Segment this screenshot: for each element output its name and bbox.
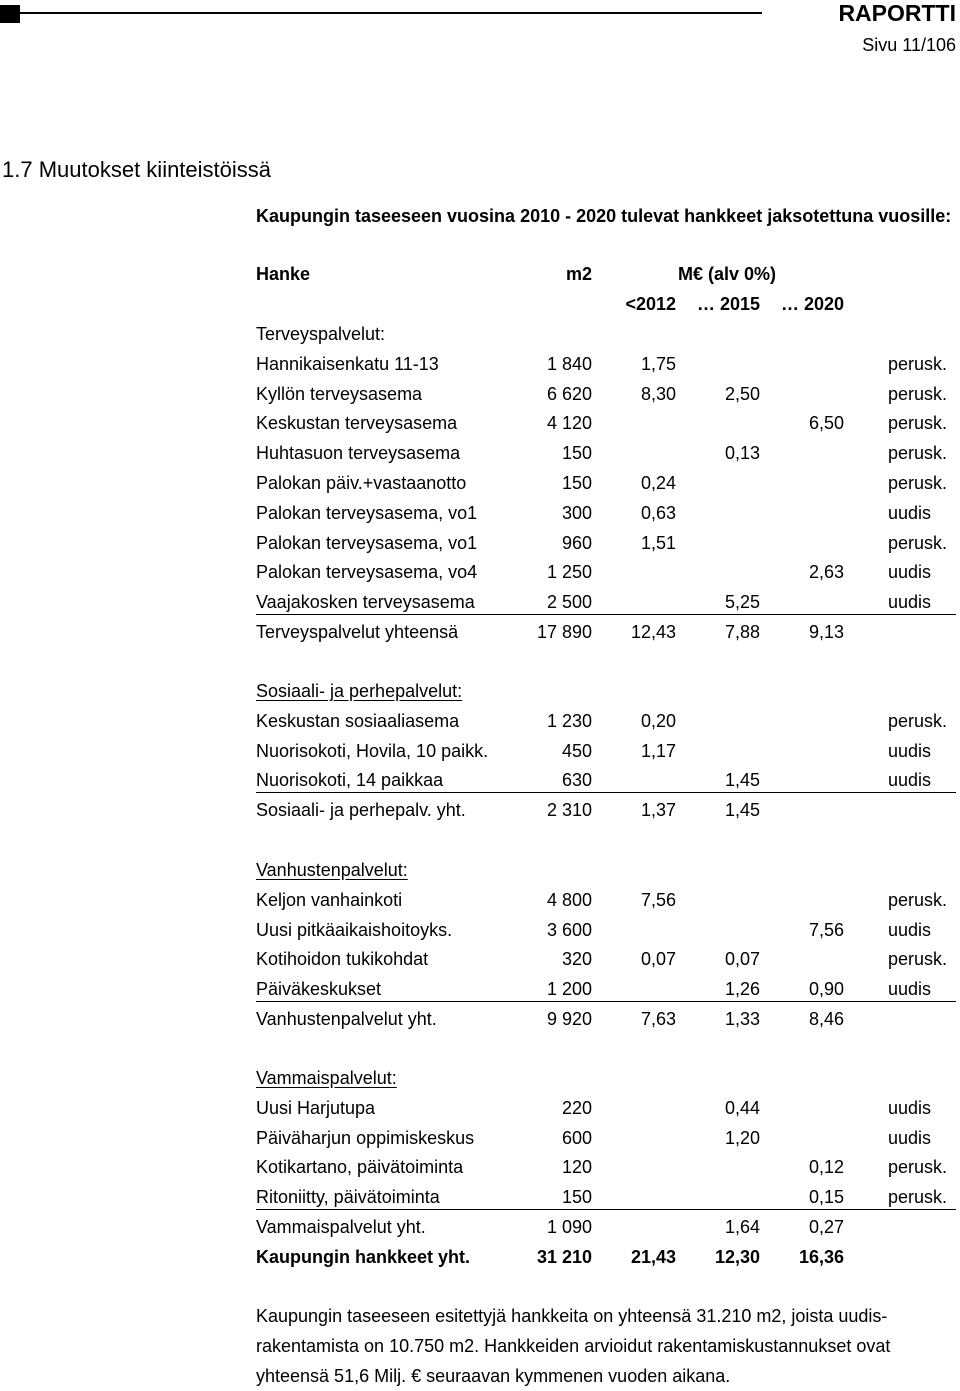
table-row xyxy=(256,885,956,915)
section-total-row xyxy=(256,617,956,647)
cost-before-2012: 0,24 xyxy=(640,473,676,493)
table-row xyxy=(256,765,956,793)
cost-2020: 6,50 xyxy=(808,413,844,434)
project-type: uudis xyxy=(888,502,932,523)
project-name: Uusi Harjutupa xyxy=(256,1097,376,1118)
section-title: Vammaispalvelut: xyxy=(256,1068,397,1088)
section-heading: 1.7 Muutokset kiinteistöissä xyxy=(2,157,272,182)
project-name: Keskustan sosiaaliasema xyxy=(256,710,460,731)
table-row xyxy=(256,438,956,468)
project-type: uudis xyxy=(888,592,932,613)
section-title-row xyxy=(256,676,956,706)
area-m2: 4 800 xyxy=(546,889,592,910)
project-name: Uusi pitkäaikaishoitoyks. xyxy=(256,919,453,940)
section-total-row xyxy=(256,1004,956,1034)
cost-2020: 2,63 xyxy=(808,562,844,583)
cost-before-2012: 1,75 xyxy=(640,353,676,374)
table-row xyxy=(256,557,956,587)
area-m2: 450 xyxy=(561,740,592,761)
grand-total-before-2012: 21,43 xyxy=(630,1246,676,1267)
project-type: uudis xyxy=(888,979,932,1000)
project-type: perusk. xyxy=(888,949,948,970)
section-title: Terveyspalvelut: xyxy=(256,324,386,344)
col-hanke-header: Hanke xyxy=(256,264,311,284)
area-m2: 6 620 xyxy=(546,383,592,404)
table-row xyxy=(256,379,956,409)
total-label: Vanhustenpalvelut yht. xyxy=(256,1009,437,1029)
table-row xyxy=(256,349,956,379)
project-name: Kotikartano, päivätoiminta xyxy=(256,1157,464,1178)
area-m2: 150 xyxy=(561,1187,592,1208)
table-row xyxy=(256,587,956,615)
project-name: Kyllön terveysasema xyxy=(256,383,423,404)
project-type: uudis xyxy=(888,1097,932,1118)
project-type: perusk. xyxy=(888,413,948,434)
project-name: Palokan terveysasema, vo1 xyxy=(256,532,478,553)
section-total-row xyxy=(256,795,956,825)
table-row xyxy=(256,736,956,766)
area-m2: 120 xyxy=(561,1157,592,1178)
table-row xyxy=(256,944,956,974)
summary-paragraph: Kaupungin taseeseen esitettyjä hankkeita on yhteensä 31.210 m2, joista uudis-rakentamista on 10.750 m2. Hankkeiden arvioidut rakentamiskustannukset ovat yhteensä 51,6 Milj. € seuraavan kymmenen vuoden aikana. xyxy=(256,1306,891,1386)
area-m2: 320 xyxy=(561,949,592,970)
grand-total-2015: 12,30 xyxy=(714,1246,760,1267)
table-row xyxy=(256,498,956,528)
cost-before-2012: 0,20 xyxy=(640,710,676,731)
project-type: perusk. xyxy=(888,473,948,493)
project-name: Palokan päiv.+vastaanotto xyxy=(256,473,467,493)
total-before-2012: 1,37 xyxy=(640,800,676,821)
table-row xyxy=(256,706,956,736)
project-type: perusk. xyxy=(888,889,948,910)
col-money-header: M€ (alv 0%) xyxy=(678,264,777,284)
header-rule xyxy=(20,12,762,14)
cost-before-2012: 0,63 xyxy=(640,502,676,523)
table-row xyxy=(256,974,956,1002)
area-m2: 150 xyxy=(561,473,592,493)
project-type: perusk. xyxy=(888,1157,948,1178)
cost-2020: 0,90 xyxy=(808,979,844,1000)
cost-2015: 0,13 xyxy=(724,443,760,464)
project-type: perusk. xyxy=(888,353,948,374)
cost-2015: 1,20 xyxy=(724,1127,760,1148)
project-type: uudis xyxy=(888,740,932,761)
col-m2-header: m2 xyxy=(565,264,592,284)
area-m2: 150 xyxy=(561,443,592,464)
project-name: Palokan terveysasema, vo1 xyxy=(256,502,478,523)
project-type: uudis xyxy=(888,919,932,940)
table-years-row xyxy=(256,289,956,319)
total-m2: 1 090 xyxy=(546,1217,592,1237)
cost-2020: 7,56 xyxy=(808,919,844,940)
table-header-row xyxy=(256,259,956,289)
area-m2: 1 200 xyxy=(546,979,592,1000)
project-name: Hannikaisenkatu 11-13 xyxy=(256,353,439,374)
table-row xyxy=(256,1123,956,1153)
col-year-2020: … 2020 xyxy=(780,294,844,314)
cost-2015: 1,45 xyxy=(724,770,760,791)
area-m2: 1 840 xyxy=(546,353,592,374)
total-before-2012: 7,63 xyxy=(640,1009,676,1029)
grand-total-label: Kaupungin hankkeet yht. xyxy=(256,1246,471,1267)
area-m2: 1 250 xyxy=(546,562,592,583)
project-name: Vaajakosken terveysasema xyxy=(256,592,475,613)
cost-2015: 1,26 xyxy=(724,979,760,1000)
project-name: Huhtasuon terveysasema xyxy=(256,443,461,464)
project-name: Ritoniitty, päivätoiminta xyxy=(256,1187,440,1208)
project-type: uudis xyxy=(888,1127,932,1148)
grand-total-2020: 16,36 xyxy=(798,1246,844,1267)
grand-total-row xyxy=(256,1242,956,1272)
section-title-row xyxy=(256,319,956,349)
cost-before-2012: 1,17 xyxy=(640,740,676,761)
cost-before-2012: 7,56 xyxy=(640,889,676,910)
table-row xyxy=(256,468,956,498)
table-row xyxy=(256,1182,956,1210)
page-number: Sivu 11/106 xyxy=(862,35,956,55)
cost-before-2012: 0,07 xyxy=(640,949,676,970)
project-name: Päiväkeskukset xyxy=(256,979,382,1000)
cost-2015: 5,25 xyxy=(724,592,760,613)
area-m2: 600 xyxy=(561,1127,592,1148)
section-total-row xyxy=(256,1212,956,1242)
area-m2: 960 xyxy=(561,532,592,553)
project-name: Kotihoidon tukikohdat xyxy=(256,949,429,970)
project-name: Päiväharjun oppimiskeskus xyxy=(256,1127,475,1148)
cost-2015: 0,44 xyxy=(724,1097,760,1118)
col-year-2015: … 2015 xyxy=(696,294,760,314)
report-title: RAPORTTI xyxy=(838,0,956,26)
table-row xyxy=(256,1093,956,1123)
total-before-2012: 12,43 xyxy=(630,622,676,642)
total-label: Vammaispalvelut yht. xyxy=(256,1217,426,1237)
cost-before-2012: 1,51 xyxy=(640,532,676,553)
table-row xyxy=(256,1152,956,1182)
cost-2020: 0,12 xyxy=(808,1157,844,1178)
total-label: Terveyspalvelut yhteensä xyxy=(256,622,459,642)
cost-2015: 2,50 xyxy=(724,383,760,404)
table-row xyxy=(256,915,956,945)
total-m2: 2 310 xyxy=(546,800,592,821)
project-type: perusk. xyxy=(888,1187,948,1208)
table-row xyxy=(256,528,956,558)
area-m2: 4 120 xyxy=(546,413,592,434)
total-2015: 1,64 xyxy=(724,1217,760,1237)
total-2020: 0,27 xyxy=(808,1217,844,1237)
project-name: Palokan terveysasema, vo4 xyxy=(256,562,478,583)
cost-2015: 0,07 xyxy=(724,949,760,970)
area-m2: 3 600 xyxy=(546,919,592,940)
project-name: Nuorisokoti, 14 paikkaa xyxy=(256,770,444,791)
area-m2: 220 xyxy=(561,1097,592,1118)
project-type: perusk. xyxy=(888,443,948,464)
project-name: Nuorisokoti, Hovila, 10 paikk. xyxy=(256,740,489,761)
total-2020: 8,46 xyxy=(808,1009,844,1029)
section-title: Sosiaali- ja perhepalvelut: xyxy=(256,681,463,701)
cost-2020: 0,15 xyxy=(808,1187,844,1208)
project-type: perusk. xyxy=(888,710,948,731)
header-square-mark xyxy=(0,5,20,23)
area-m2: 300 xyxy=(561,502,592,523)
section-title-row xyxy=(256,855,956,885)
area-m2: 1 230 xyxy=(546,710,592,731)
total-2015: 1,33 xyxy=(724,1009,760,1029)
project-name: Keskustan terveysasema xyxy=(256,413,458,434)
area-m2: 2 500 xyxy=(546,592,592,613)
project-name: Keljon vanhainkoti xyxy=(256,889,403,910)
total-2015: 1,45 xyxy=(724,800,760,821)
total-2020: 9,13 xyxy=(808,622,844,642)
table-row xyxy=(256,408,956,438)
total-m2: 17 890 xyxy=(536,622,592,642)
project-type: perusk. xyxy=(888,383,948,404)
project-type: uudis xyxy=(888,562,932,583)
cost-before-2012: 8,30 xyxy=(640,383,676,404)
section-title-row xyxy=(256,1063,956,1093)
area-m2: 630 xyxy=(561,770,592,791)
total-label: Sosiaali- ja perhepalv. yht. xyxy=(256,800,466,821)
section-title: Vanhustenpalvelut: xyxy=(256,860,408,880)
project-type: uudis xyxy=(888,770,932,791)
grand-total-m2: 31 210 xyxy=(536,1246,592,1267)
intro-text: Kaupungin taseeseen vuosina 2010 - 2020 tulevat hankkeet jaksotettuna vuosille: xyxy=(256,206,952,226)
col-year-2012: <2012 xyxy=(625,294,676,314)
total-m2: 9 920 xyxy=(546,1009,592,1029)
project-type: perusk. xyxy=(888,532,948,553)
total-2015: 7,88 xyxy=(724,622,760,642)
